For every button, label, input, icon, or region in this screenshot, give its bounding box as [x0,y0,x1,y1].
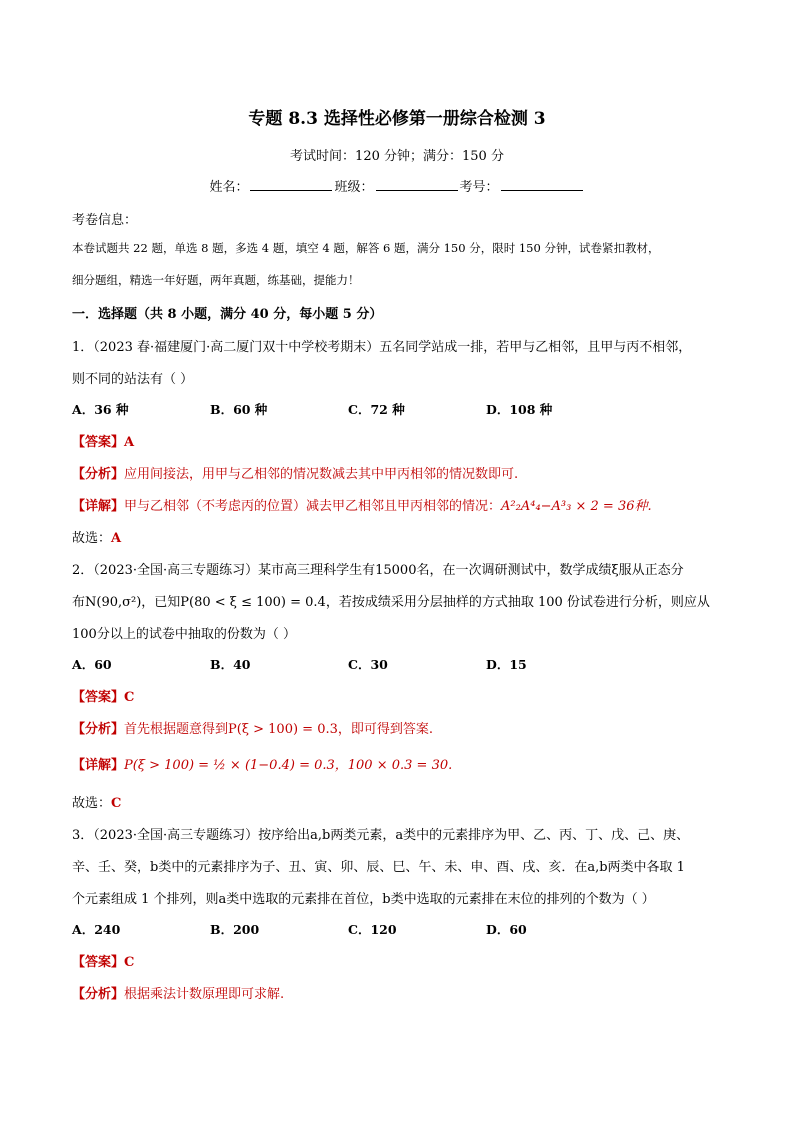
q2-detail: 【详解】P(ξ > 100) = ½ × (1−0.4) = 0.3，100 × 0.3 = 30. [72,758,453,773]
q2-choose: 故选：C [72,796,122,811]
q3-stem-line3: 个元素组成 1 个排列，则a类中选取的元素排在首位，b类中选取的元素排在末位的排列的个数为（ ） [72,892,655,907]
q2-stem-line3: 100分以上的试卷中抽取的份数为（ ） [72,627,296,642]
q1-analysis: 【分析】应用间接法，用甲与乙相邻的情况数减去其中甲丙相邻的情况数即可. [72,467,519,482]
q2-option-c: C．30 [348,657,388,672]
number-blank[interactable] [501,178,583,191]
q2-option-a: A．60 [72,657,112,672]
q1-stem-line2: 则不同的站法有（ ） [72,372,194,387]
info-line-2: 细分题组，精选一年好题，两年真题，练基础，提能力！ [72,273,360,287]
info-line-1: 本卷试题共 22 题，单选 8 题，多选 4 题，填空 4 题，解答 6 题，满分 150 分，限时 150 分钟，试卷紧扣教材， [72,241,660,255]
q3-stem-line1: 3．（2023·全国·高三专题练习）按序给出a,b两类元素，a类中的元素排序为甲、乙、丙、丁、戊、己、庚、 [72,828,690,843]
student-info-bar [0,176,794,195]
q3-analysis: 【分析】根据乘法计数原理即可求解. [72,987,285,1002]
q1-option-d: D．108 种 [486,402,553,417]
q3-stem-line2: 辛、壬、癸，b类中的元素排序为子、丑、寅、卯、辰、巳、午、未、申、酉、戌、亥．在a,b两类中各取 1 [72,860,685,875]
q1-option-c: C．72 种 [348,402,405,417]
q1-stem-line1: 1．（2023 春·福建厦门·高二厦门双十中学校考期末）五名同学站成一排，若甲与乙相邻，且甲与丙不相邻， [72,340,692,355]
document-title: 专题 8.3 选择性必修第一册综合检测 3 [248,109,546,129]
q2-analysis: 【分析】首先根据题意得到P(ξ > 100) = 0.3，即可得到答案. [72,722,434,737]
class-blank[interactable] [376,178,458,191]
q2-option-d: D．15 [486,657,527,672]
name-blank[interactable] [250,178,332,191]
q3-option-d: D．60 [486,922,527,937]
q1-detail: 【详解】甲与乙相邻（不考虑丙的位置）减去甲乙相邻且甲丙相邻的情况：A²₂A⁴₄−A³₃ × 2 = 36种. [72,499,652,514]
q3-option-b: B．200 [210,922,260,937]
exam-time: 考试时间：120 分钟；满分：150 分 [290,149,504,164]
q1-option-b: B．60 种 [210,402,268,417]
q3-option-a: A．240 [72,922,121,937]
q2-answer: 【答案】C [72,690,135,705]
q1-answer: 【答案】A [72,435,135,450]
class-label: 班级： [334,180,374,195]
q1-option-a: A．36 种 [72,402,129,417]
number-label: 考号： [459,180,499,195]
q2-stem-line2: 布N(90,σ²)，已知P(80 < ξ ≤ 100) = 0.4，若按成绩采用分层抽样的方式抽取 100 份试卷进行分析，则应从 [72,595,710,610]
section-heading: 一．选择题（共 8 小题，满分 40 分，每小题 5 分） [72,307,383,322]
name-label: 姓名： [209,180,249,195]
q2-option-b: B．40 [210,657,251,672]
q2-stem-line1: 2．（2023·全国·高三专题练习）某市高三理科学生有15000名，在一次调研测试中，数学成绩ξ服从正态分 [72,563,684,578]
q1-choose: 故选：A [72,531,122,546]
info-heading: 考卷信息： [72,213,138,228]
q3-answer: 【答案】C [72,955,135,970]
q3-option-c: C．120 [348,922,397,937]
